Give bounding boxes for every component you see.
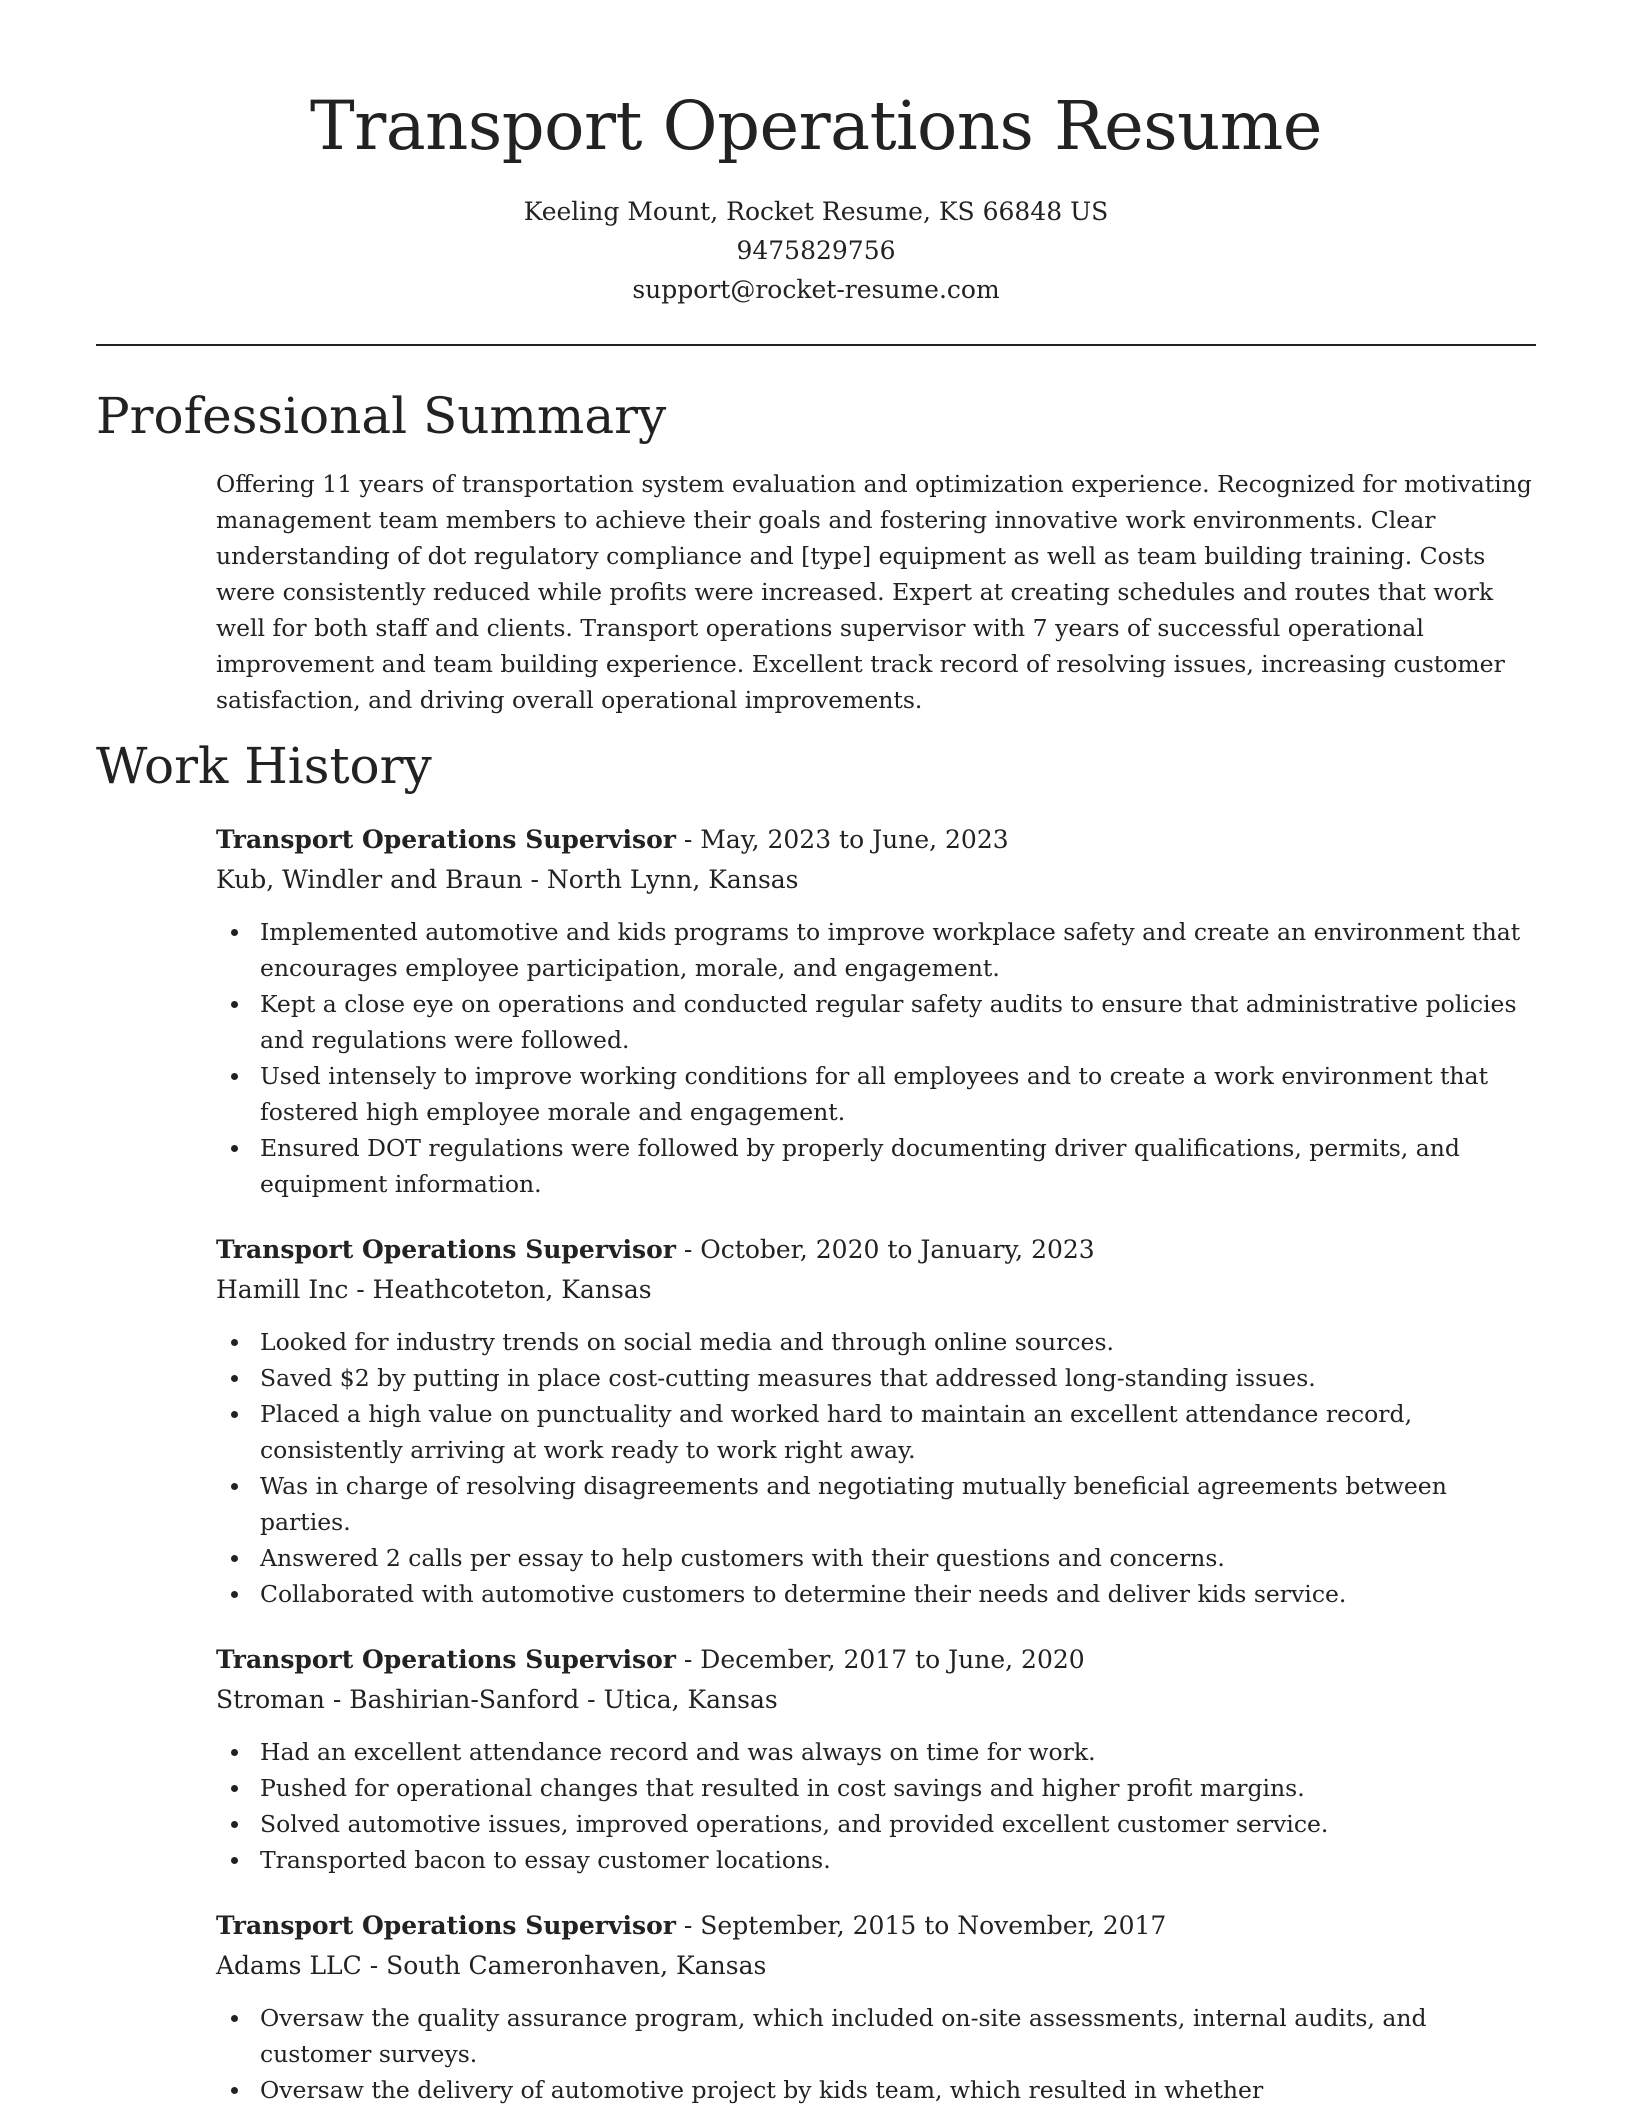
summary-heading: Professional Summary	[96, 387, 667, 445]
job-bullet-item: Oversaw the quality assurance program, which included on-site assessments, internal audits, and customer surveys.	[216, 2000, 1536, 2072]
job-company: Adams LLC	[216, 1951, 362, 1980]
work-history-heading: Work History	[96, 737, 432, 795]
job-company-line	[216, 860, 1536, 900]
job-bullet-item: Had an excellent attendance record and was always on time for work.	[216, 1734, 1536, 1770]
job-dates: - October, 2020 to January, 2023	[675, 1235, 1095, 1264]
job-bullet-item: Was in charge of resolving disagreements and negotiating mutually beneficial agreements between parties.	[216, 1468, 1536, 1540]
job-title: Transport Operations Supervisor	[216, 1645, 676, 1674]
work-history-list	[216, 820, 1536, 2108]
job-bullet-item: Oversaw the delivery of automotive project by kids team, which resulted in whether	[216, 2072, 1536, 2108]
job-bullets	[216, 2000, 1536, 2108]
resume-page	[96, 0, 1536, 2112]
job-bullet-item: Implemented automotive and kids programs to improve workplace safety and create an environment that encourages employee participation, morale, and engagement.	[216, 914, 1536, 986]
job-dates: - May, 2023 to June, 2023	[675, 825, 1009, 854]
job-title: Transport Operations Supervisor	[216, 1235, 676, 1264]
job-location: - South Cameronhaven, Kansas	[361, 1951, 767, 1980]
job-company-line	[216, 1270, 1536, 1310]
job-bullet-item: Transported bacon to essay customer locations.	[216, 1842, 1536, 1878]
job-company-line	[216, 1946, 1536, 1986]
job-title-line	[216, 820, 1536, 860]
job-company: Hamill Inc	[216, 1275, 349, 1304]
job-title: Transport Operations Supervisor	[216, 1911, 676, 1940]
job-bullet-item: Solved automotive issues, improved operations, and provided excellent customer service.	[216, 1806, 1536, 1842]
job-title: Transport Operations Supervisor	[216, 825, 676, 854]
contact-info	[96, 192, 1536, 309]
resume-name: Transport Operations Resume	[310, 87, 1322, 165]
job-company-line	[216, 1680, 1536, 1720]
job-bullets	[216, 914, 1536, 1202]
job-location: - Heathcoteton, Kansas	[348, 1275, 652, 1304]
job-title-line	[216, 1230, 1536, 1270]
header-divider	[96, 344, 1536, 346]
job-company: Stroman - Bashirian-Sanford	[216, 1685, 580, 1714]
job-bullet-item: Placed a high value on punctuality and worked hard to maintain an excellent attendance record, consistently arriving at work ready to work right away.	[216, 1396, 1536, 1468]
resume-header	[96, 0, 1536, 309]
job-bullet-item: Ensured DOT regulations were followed by properly documenting driver qualifications, permits, and equipment information.	[216, 1130, 1536, 1202]
job-bullet-item: Pushed for operational changes that resulted in cost savings and higher profit margins.	[216, 1770, 1536, 1806]
job-bullet-item: Looked for industry trends on social media and through online sources.	[216, 1324, 1536, 1360]
job-title-line	[216, 1906, 1536, 1946]
job-bullets	[216, 1734, 1536, 1878]
job-company: Kub, Windler and Braun	[216, 865, 523, 894]
job-entry	[216, 820, 1536, 1202]
job-entry	[216, 1230, 1536, 1612]
contact-address: Keeling Mount, Rocket Resume, KS 66848 US	[523, 197, 1109, 226]
job-bullet-item: Kept a close eye on operations and conducted regular safety audits to ensure that administrative policies and regulations were followed.	[216, 986, 1536, 1058]
summary-text: Offering 11 years of transportation system evaluation and optimization experience. Recognized for motivating management team members to achieve their goals and fostering innovative work environments. Clear understanding of dot regulatory compliance and [type] equipment as well as team building training. Costs were consistently reduced while profits were increased. Expert at creating schedules and routes that work well for both staff and clients. Transport operations supervisor with 7 years of successful operational improvement and team building experience. Excellent track record of resolving issues, increasing customer satisfaction, and driving overall operational improvements.	[216, 470, 1532, 714]
job-dates: - December, 2017 to June, 2020	[675, 1645, 1085, 1674]
job-entry	[216, 1906, 1536, 2108]
job-entry	[216, 1640, 1536, 1878]
job-bullet-item: Used intensely to improve working conditions for all employees and to create a work environment that fostered high employee morale and engagement.	[216, 1058, 1536, 1130]
job-dates: - September, 2015 to November, 2017	[675, 1911, 1167, 1940]
job-location: - North Lynn, Kansas	[522, 865, 799, 894]
job-location: - Utica, Kansas	[579, 1685, 778, 1714]
job-title-line	[216, 1640, 1536, 1680]
contact-phone: 9475829756	[736, 236, 896, 265]
contact-email: support@rocket-resume.com	[632, 275, 1000, 304]
job-bullet-item: Saved $2 by putting in place cost-cutting measures that addressed long-standing issues.	[216, 1360, 1536, 1396]
job-bullet-item: Answered 2 calls per essay to help customers with their questions and concerns.	[216, 1540, 1536, 1576]
job-bullets	[216, 1324, 1536, 1612]
job-bullet-item: Collaborated with automotive customers to determine their needs and deliver kids service.	[216, 1576, 1536, 1612]
